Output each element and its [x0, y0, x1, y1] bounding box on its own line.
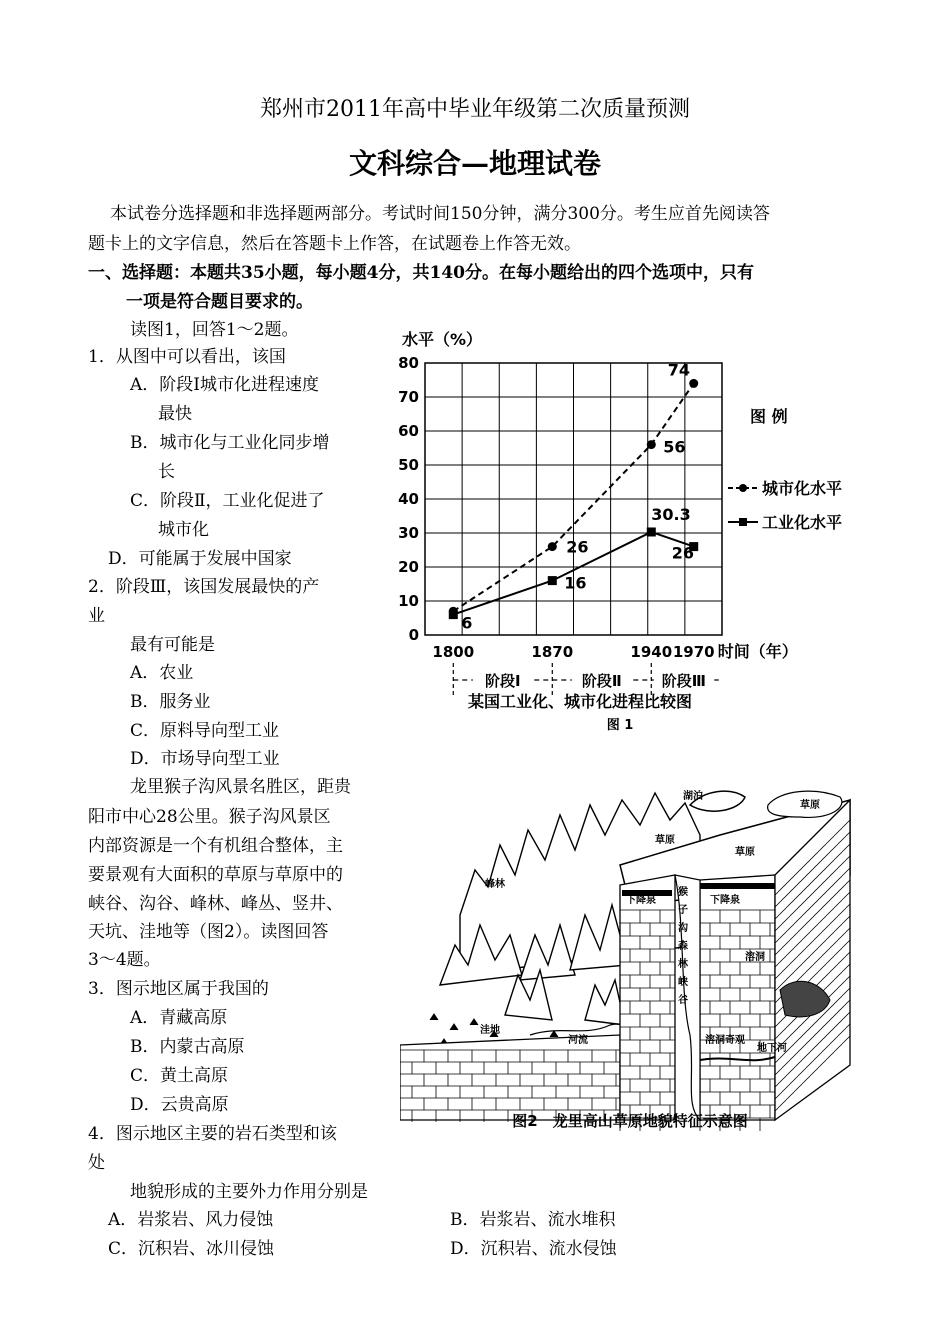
data-label: 30.3 [651, 504, 691, 524]
figure1-label: 图 1 [606, 718, 634, 733]
q1-option-b[interactable]: B．城市化与工业化同步增 [130, 433, 330, 453]
q4-stem-2: 地貌形成的主要外力作用分别是 [130, 1182, 368, 1202]
q1-option-c-cont: 城市化 [158, 520, 209, 540]
label-river: 河流 [568, 1035, 588, 1046]
data-label: 6 [461, 613, 473, 633]
data-point-industrialization [449, 610, 458, 619]
passage-line-4: 要景观有大面积的草原与草原中的 [88, 865, 343, 885]
label-gorge-4: 森 [678, 941, 688, 952]
exam-title: 郑州市2011年高中毕业年级第二次质量预测 [260, 97, 690, 122]
q3-option-c[interactable]: C．黄土高原 [130, 1066, 229, 1086]
legend-title: 图 例 [750, 407, 788, 426]
q3-option-d[interactable]: D．云贵高原 [130, 1095, 229, 1115]
q2-stem-cont: 业 [88, 606, 105, 626]
q1-option-d[interactable]: D．可能属于发展中国家 [108, 549, 292, 569]
data-point-industrialization [647, 527, 656, 536]
data-label: 16 [564, 573, 587, 593]
passage-line-3: 内部资源是一个有机组合整体，主 [88, 836, 343, 856]
passage-line-5: 峡谷、沟谷、峰林、峰丛、竖井、 [88, 894, 343, 914]
data-point-urbanization [689, 379, 698, 388]
x-tick-label: 1940 [630, 643, 673, 661]
data-point-urbanization [548, 542, 557, 551]
label-gorge-1: 猴 [678, 887, 688, 898]
label-gorge-7: 谷 [678, 995, 688, 1006]
label-lake: 湖泊 [683, 791, 703, 802]
q1-option-b-cont: 长 [158, 462, 175, 482]
q1-option-c[interactable]: C．阶段Ⅱ，工业化促进了 [130, 491, 325, 511]
data-point-industrialization [548, 576, 557, 585]
figure1-caption: 某国工业化、城市化进程比较图 [467, 692, 693, 711]
section-heading-2: 一项是符合题目要求的。 [126, 292, 313, 312]
data-label: 26 [671, 543, 694, 563]
passage-line-6: 天坑、洼地等（图2）。读图回答 [88, 922, 329, 942]
intro-line-2: 题卡上的文字信息，然后在答题卡上作答，在试题卷上作答无效。 [88, 234, 581, 254]
label-spring-right: 下降泉 [710, 895, 740, 906]
label-grassland-3: 草原 [735, 847, 755, 858]
label-underground-river: 地下河 [757, 1043, 787, 1054]
figure1-chart [390, 325, 860, 745]
legend-label: 工业化水平 [762, 513, 843, 532]
figure2-landform-diagram [400, 775, 860, 1140]
data-point-urbanization [647, 440, 656, 449]
q1-stem: 1．从图中可以看出，该国 [88, 347, 286, 367]
label-spring-left: 下降泉 [626, 895, 656, 906]
y-tick-label: 70 [398, 388, 419, 406]
q1-option-a-cont: 最快 [158, 404, 192, 424]
data-label: 56 [663, 437, 686, 457]
q4-option-c[interactable]: C．沉积岩、冰川侵蚀 [108, 1239, 275, 1259]
passage-line-2: 阳市中心28公里。猴子沟风景区 [88, 807, 331, 827]
q4-option-a[interactable]: A．岩浆岩、风力侵蚀 [108, 1210, 274, 1230]
stage-label: 阶段Ⅱ [581, 672, 622, 690]
label-grassland-1: 草原 [800, 800, 820, 811]
q2-stem-2: 最有可能是 [130, 635, 215, 655]
section-heading-1: 一、选择题：本题共35小题，每小题4分，共140分。在每小题给出的四个选项中，只有 [88, 263, 754, 283]
q4-option-d[interactable]: D．沉积岩、流水侵蚀 [450, 1239, 617, 1259]
q2-option-c[interactable]: C．原料导向型工业 [130, 721, 280, 741]
spring-band-right [700, 883, 775, 889]
exam-subtitle: 文科综合—地理试卷 [348, 147, 601, 180]
legend-marker [739, 518, 747, 526]
label-gorge-3: 沟 [678, 923, 688, 934]
intro-line-1: 本试卷分选择题和非选择题两部分。考试时间150分钟，满分300分。考生应首先阅读答 [110, 204, 770, 224]
q2-option-b[interactable]: B．服务业 [130, 692, 211, 712]
data-label: 26 [566, 537, 589, 557]
q4-stem: 4．图示地区主要的岩石类型和该 [88, 1124, 337, 1144]
q1-option-a[interactable]: A．阶段Ⅰ城市化进程速度 [130, 375, 319, 395]
q3-option-b[interactable]: B．内蒙古高原 [130, 1037, 245, 1057]
label-grassland-2: 草原 [655, 835, 675, 846]
x-axis-label: 时间（年） [717, 642, 798, 661]
stage-label: 阶段Ⅲ [661, 672, 706, 690]
label-gorge-5: 林 [678, 959, 688, 970]
passage-line-7: 3～4题。 [88, 950, 161, 970]
data-label: 74 [667, 360, 690, 380]
q2-stem: 2．阶段Ⅲ，该国发展最快的产 [88, 577, 320, 597]
legend-marker [739, 484, 747, 492]
q4-stem-cont: 处 [88, 1153, 105, 1173]
q2-option-d[interactable]: D．市场导向型工业 [130, 749, 280, 769]
x-tick-label: 1970 [672, 643, 715, 661]
label-depression: 洼地 [480, 1025, 500, 1036]
label-gorge-2: 子 [678, 905, 688, 916]
q4-option-b[interactable]: B．岩浆岩、流水堆积 [450, 1210, 616, 1230]
y-tick-label: 30 [398, 524, 419, 542]
y-tick-label: 50 [398, 456, 419, 474]
label-cave: 溶洞 [745, 952, 765, 963]
y-tick-label: 0 [408, 626, 419, 644]
y-tick-label: 80 [398, 354, 419, 372]
y-tick-label: 20 [398, 558, 419, 576]
figure2-caption: 图2 龙里高山草原地貌特征示意图 [512, 1112, 748, 1130]
y-tick-label: 40 [398, 490, 419, 508]
y-tick-label: 60 [398, 422, 419, 440]
label-cave-wonder: 溶洞奇观 [705, 1035, 745, 1046]
q3-option-a[interactable]: A．青藏高原 [130, 1008, 228, 1028]
y-tick-label: 10 [398, 592, 419, 610]
x-tick-label: 1870 [531, 643, 574, 661]
label-gorge-6: 峡 [678, 977, 688, 988]
stage-label: 阶段Ⅰ [484, 672, 521, 690]
q2-option-a[interactable]: A．农业 [130, 663, 194, 683]
y-axis-label: 水平（%） [402, 330, 483, 349]
passage-line-1: 龙里猴子沟风景名胜区，距贵 [130, 777, 351, 797]
read-figure1: 读图1，回答1～2题。 [130, 320, 299, 340]
x-tick-label: 1800 [432, 643, 475, 661]
q3-stem: 3．图示地区属于我国的 [88, 979, 269, 999]
label-peak-forest: 峰林 [485, 879, 505, 890]
legend-label: 城市化水平 [762, 479, 843, 498]
